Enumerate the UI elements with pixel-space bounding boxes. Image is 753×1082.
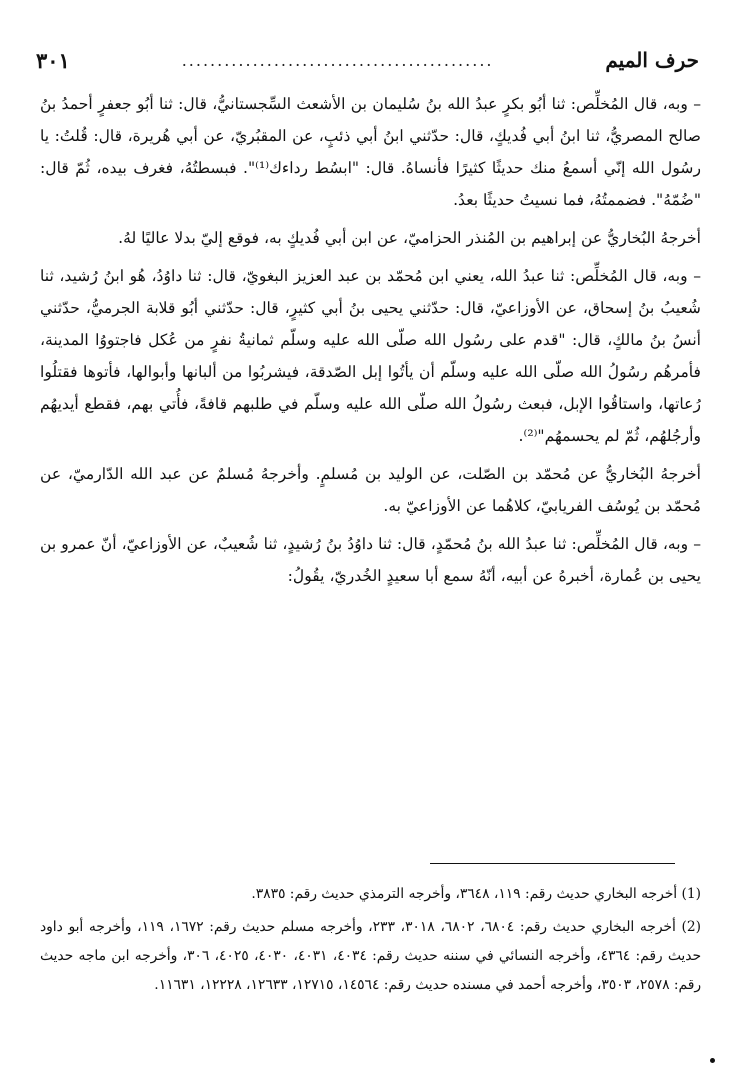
paragraph-4: أخرجهُ البُخاريُّ عن مُحمّد بن الصّلت، عن الوليد بن مُسلمٍ. وأخرجهُ مُسلمٌ عن عبد الله الدّارميّ، عن مُحمّد بن يُوسُف الفريابيّ، كلاهُما عن الأوزاعيّ به.: [40, 465, 701, 515]
leader-dots: ............................................: [181, 50, 494, 70]
footnote-1: (1) أخرجه البخاري حديث رقم: ١١٩، ٣٦٤٨، وأخرجه الترمذي حديث رقم: ٣٨٣٥.: [251, 886, 701, 902]
footnote-separator: [430, 863, 675, 864]
paragraph-3: – وبه، قال المُخلِّص: ثنا عبدُ الله، يعني ابن مُحمّد بن عبد العزيز البغويّ، قال: ثنا داوُدُ، هُو ابنُ رُشيد، ثنا شُعيبُ بنُ إسحاق، عن الأوزاعيّ، قال: حدّثني يحيى بنُ أبي كثيرٍ، قال: حدّثني أبُو قلابة الجرميُّ، حدّثني أنسُ بنُ مالكٍ، قال: "قدم على رسُول الله صلّى الله عليه وسلّم ثمانيةُ نفرٍ من عُكل فاجتووُا المدينة، فأمرهُم رسُولُ الله صلّى الله عليه وسلّم أن يأتُوا إبل الصّدقة، فيشربُوا من ألبانها وأبوالها، فأتوها فقتلُوا رُعاتها، واستاقُوا الإبل، فبعث رسُولُ الله صلّى الله عليه وسلّم في طلبهم قافةً، فأُتي بهم، فقطع أيديهُم وأرجُلهُم، ثُمّ لم يحسمهُم"⁽²⁾.: [40, 267, 701, 445]
main-text: [40, 88, 701, 598]
paragraph-2: أخرجهُ البُخاريُّ عن إبراهيم بن المُنذر الحزاميّ، عن ابن أبي فُديكٍ به، فوقع إليّ بدلا عاليًا لهُ.: [118, 229, 701, 247]
running-header: [36, 40, 699, 80]
scan-mark: [710, 1058, 715, 1063]
footnote-2: (2) أخرجه البخاري حديث رقم: ٦٨٠٤، ٦٨٠٢، ٣٠١٨، ٢٣٣، وأخرجه مسلم حديث رقم: ١٦٧٢، ١١٩، وأخرجه أبو داود حديث رقم: ٤٣٦٤، وأخرجه النسائي في سننه حديث رقم: ٤٠٣٤، ٤٠٣١، ٤٠٣٠، ٤٠٢٥، ٣٠٦، وأخرجه ابن ماجه حديث رقم: ٢٥٧٨، ٣٥٠٣، وأخرجه أحمد في مسنده حديث رقم: ١٤٥٦٤، ١٢٧١٥، ١٢٦٣٣، ١٢٢٢٨، ١١٦٣١.: [40, 919, 702, 993]
footnotes: [40, 880, 701, 1004]
chapter-title: حرف الميم: [605, 48, 699, 72]
page-number: ٣٠١: [36, 47, 70, 73]
paragraph-1: – وبه، قال المُخلِّص: ثنا أبُو بكرٍ عبدُ الله بنُ سُليمان بن الأشعث السِّجستانيُّ، قال: ثنا أبُو جعفرٍ أحمدُ بنُ صالح المصريُّ، ثنا ابنُ أبي فُديكٍ، قال: حدّثني ابنُ أبي ذئبٍ، عن المقبُريّ، عن أبي هُريرة، قال: قُلتُ: يا رسُول الله إنّي أسمعُ منك حديثًا كثيرًا فأنساهُ. قال: "ابسُط رداءك⁽¹⁾". فبسطتُهُ، فغرف بيده، ثُمّ قال: "ضُمّهُ". فضممتُهُ، فما نسيتُ حديثًا بعدُ.: [40, 95, 701, 209]
paragraph-5: – وبه، قال المُخلِّص: ثنا عبدُ الله بنُ مُحمّدٍ، قال: ثنا داوُدُ بنُ رُشيدٍ، ثنا شُعيبٌ، عن الأوزاعيّ، أنّ عمرو بن يحيى بن عُمارة، أخبرهُ عن أبيه، أنّهُ سمع أبا سعيدٍ الخُدريّ، يقُولُ:: [40, 535, 701, 585]
